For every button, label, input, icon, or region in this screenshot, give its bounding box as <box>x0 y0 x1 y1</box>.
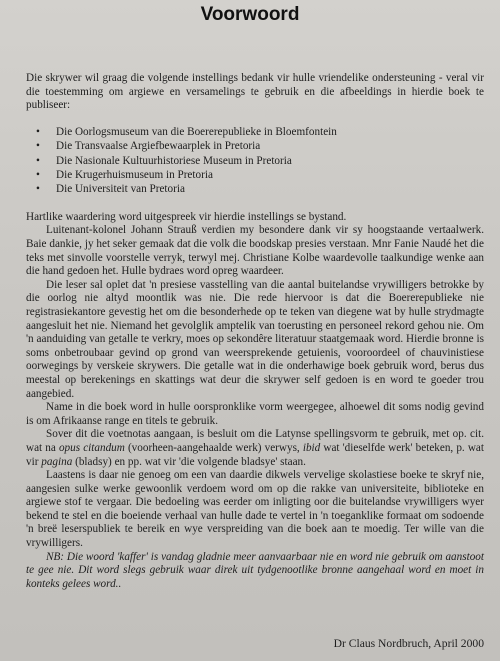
bullet-icon: • <box>36 125 40 138</box>
names-paragraph: Name in die boek word in hulle oorspronklike vorm weergegee, alhoewel dit soms nodig gevind is om Afrikaanse range en titels te gebruik. <box>26 401 484 427</box>
bullet-icon: • <box>36 140 40 153</box>
list-item: • Die Nasionale Kultuurhistoriese Museum in Pretoria <box>36 154 292 167</box>
list-item: • Die Krugerhuismuseum in Pretoria <box>36 169 213 181</box>
footnotes-paragraph: Sover dit die voetnotas aangaan, is besluit om die Latynse spellingsvorm te gebruik, met op. cit. wat na opus citandum (voorheen-aangehaalde werk) verwys, ibid wat 'dieselfde werk' beteken, p. wat vir pagina (bladsy) en pp. wat vir 'die volgende bladsye' staan. <box>26 428 484 468</box>
intro-paragraph: Die skrywer wil graag die volgende instellings bedank vir hulle vriendelike ondersteuning - veral vir die toestemming om argiewe en versamelings te gebruik en die afbeeldings in hierdie boek te publiseer: <box>26 72 484 112</box>
volunteers-count-paragraph: Die leser sal oplet dat 'n presiese vasstelling van die aantal buitelandse vrywilligers betrokke by die oorlog nie altyd moontlik was nie. Die rede hiervoor is dat die Boererepublieke nie registrasiekantore gevestig het om die besonderhede op te teken van diegene wat by hulle strydmagte aangesluit het nie. Niemand het gevolglik amptelik van toerusting en personeel rekord gehou nie. Om 'n aanduiding van getalle te verkry, moes op sekondêre literatuur staatgemaak word. Hierdie bronne is soms onbetroubaar gevind op grond van weersprekende getuienis, vooroordeel of chauvinistiese oorwegings by verskeie skrywers. Die getalle wat in die onderhawige boek gebruik word, berus dus meestal op berekenings en skattings wat deur die skrywer self gedoen is en word te goeder trou aangebied. <box>26 278 484 400</box>
signature: Dr Claus Nordbruch, April 2000 <box>333 637 484 650</box>
page-title: Voorwoord <box>200 4 300 25</box>
bullet-icon: • <box>36 183 40 196</box>
list-item: • Die Oorlogsmuseum van die Boererepublieke in Bloemfontein <box>36 125 337 138</box>
list-item: • Die Universiteit van Pretoria <box>36 183 185 196</box>
bullet-icon: • <box>36 154 40 167</box>
thanks-paragraph: Hartlike waardering word uitgespreek vir hierdie instellings se bystand. <box>26 210 347 223</box>
bullet-icon: • <box>36 169 40 181</box>
document-body <box>26 72 484 591</box>
list-item: • Die Transvaalse Argiefbewaarplek in Pretoria <box>36 140 261 153</box>
institution-list <box>26 125 484 197</box>
nb-note: NB: Die woord 'kaffer' is vandag gladnie meer aanvaarbaar nie en word nie gebruik om aanstoot te gee nie. Dit word slegs gebruik waar direk uit tydgenootlike bronne aangehaal word en moet in konteks gelees word.. <box>26 550 484 590</box>
purpose-paragraph: Laastens is daar nie genoeg om een van daardie dikwels vervelige skolastiese boeke te skryf nie, aangesien sulke werke gewoonlik verdoem word om op die rakke van universiteite, biblioteke en argiewe stof te vergaar. Die bedoeling was eerder om inligting oor die buitelandse vrywilligers wyer bekend te stel en die boeiende verhaal van hulle dade te vertel in 'n toeganklike formaat om sodoende 'n breë leserspubliek te bereik en wye verspreiding van die boek aan te moedig. Ter wille van die vrywilligers. <box>26 469 484 550</box>
translator-thanks-paragraph: Luitenant-kolonel Johann Strauß verdien my besondere dank vir sy hoogstaande vertaalwerk. Baie dankie, jy het seker gemaak dat die volk die boodskap presies verstaan. Mnr Fanie Naudé het die teks met sinvolle voorstelle verryk, terwyl mej. Christiane Kolbe waardevolle taalkundige wenke aan die hand gedoen het. Hulle bydraes word opreg waardeer. <box>26 224 484 278</box>
